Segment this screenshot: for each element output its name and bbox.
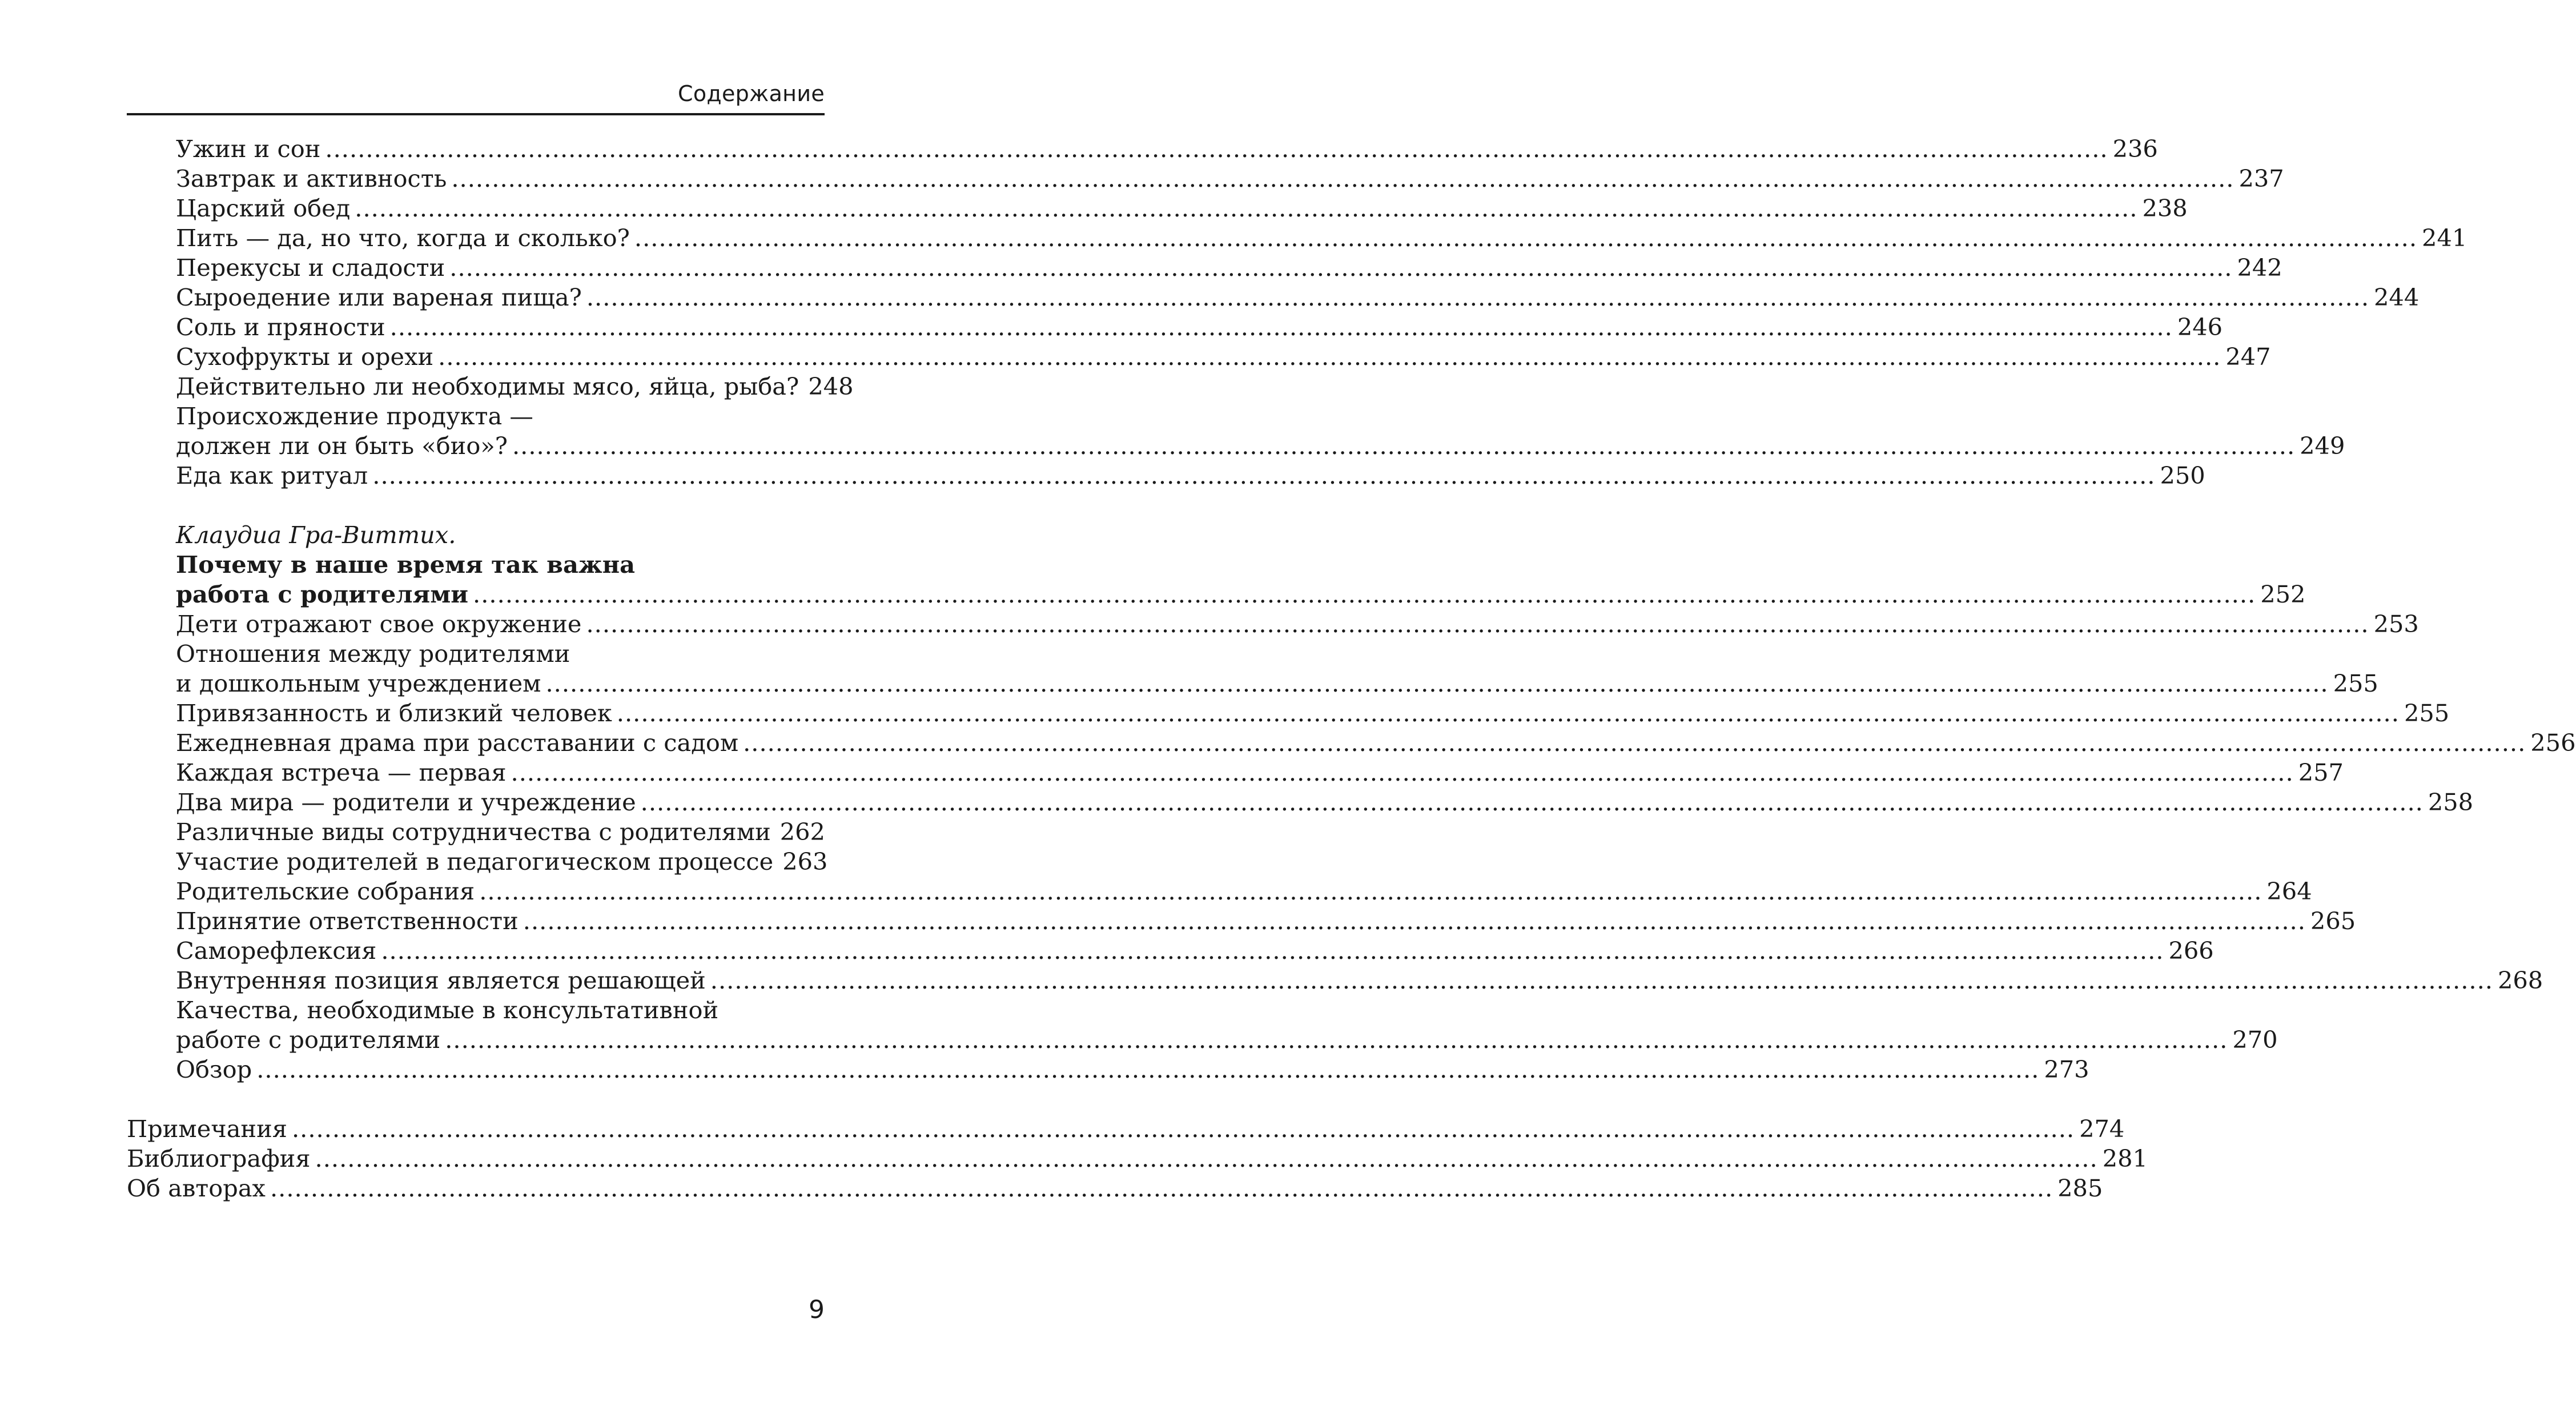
toc-entry-title: Качества, необходимые в консультативной (176, 996, 719, 1024)
toc-entry-title: Внутренняя позиция является решающей (176, 966, 706, 994)
toc-entry-page: 266 (2168, 937, 2214, 965)
toc-entry-page: 281 (2102, 1144, 2148, 1172)
toc-entry-title: Еда как ритуал (176, 461, 368, 489)
toc-entry-title: и дошкольным учреждением (176, 669, 541, 697)
toc-entry-page: 262 (779, 818, 825, 846)
toc-entry-title: Ежедневная драма при расставании с садом (176, 729, 739, 757)
dot-leader: ............................................................................................................................................................................................................................ (256, 1055, 2040, 1083)
toc-entry-page: 241 (2422, 224, 2468, 252)
toc-entry-page: 246 (2177, 313, 2223, 341)
dot-leader: ............................................................................................................................................................................................................................ (451, 164, 2235, 192)
toc-entry-page: 249 (2300, 432, 2345, 460)
toc-entry-page: 255 (2404, 699, 2450, 727)
toc-entry (127, 877, 2312, 906)
toc-entry (127, 936, 2214, 966)
toc-entry (127, 639, 825, 669)
toc-entry (127, 817, 825, 847)
dot-leader: ............................................................................................................................................................................................................................ (586, 283, 2370, 311)
dot-leader: ............................................................................................................................................................................................................................ (710, 966, 2493, 994)
toc-entry-title: Действительно ли необходимы мясо, яйца, рыба? (176, 372, 799, 400)
dot-leader: ............................................................................................................................................................................................................................ (270, 1174, 2053, 1202)
toc-entry-page: 238 (2142, 194, 2188, 222)
dot-leader: ............................................................................................................................................................................................................................ (381, 937, 2164, 965)
table-of-contents (127, 134, 2576, 1203)
toc-entry (127, 609, 2419, 639)
dot-leader: ............................................................................................................................................................................................................................ (511, 758, 2294, 786)
toc-entry-page: 256 (2530, 729, 2576, 757)
toc-author (127, 520, 825, 550)
toc-entry-title: работе с родителями (176, 1026, 441, 1054)
toc-entry (127, 669, 2378, 698)
dot-leader: ............................................................................................................................................................................................................................ (445, 1026, 2228, 1054)
toc-entry (127, 995, 825, 1025)
toc-entry (127, 1174, 2103, 1203)
toc-entry-page: 237 (2239, 164, 2284, 192)
toc-entry (127, 1114, 2125, 1144)
toc-entry (127, 431, 2345, 461)
toc-entry-title: Принятие ответственности (176, 907, 519, 935)
toc-entry (127, 372, 854, 401)
toc-entry-page: 247 (2225, 343, 2271, 371)
toc-entry (127, 194, 2188, 223)
toc-entry-title: Примечания (127, 1115, 287, 1143)
toc-entry-title: Различные виды сотрудничества с родителями (176, 818, 771, 846)
toc-entry-title: Дети отражают свое окружение (176, 610, 582, 638)
dot-leader: ............................................................................................................................................................................................................................ (325, 135, 2108, 163)
dot-leader: ............................................................................................................................................................................................................................ (355, 194, 2138, 222)
toc-entry-page: 250 (2160, 461, 2205, 489)
toc-entry-title: Библиография (127, 1144, 311, 1172)
toc-entry-page: 258 (2428, 788, 2474, 816)
dot-leader: ............................................................................................................................................................................................................................ (438, 343, 2221, 371)
toc-entry (127, 847, 828, 877)
toc-entry-page: 273 (2044, 1055, 2089, 1083)
toc-entry (127, 906, 2356, 936)
toc-entry (127, 253, 2282, 283)
toc-entry-page: 248 (808, 372, 854, 400)
toc-entry (127, 1055, 2089, 1084)
toc-entry-title: Соль и пряности (176, 313, 385, 341)
dot-leader: ............................................................................................................................................................................................................................ (291, 1115, 2075, 1143)
toc-entry-title: Сыроедение или вареная пища? (176, 283, 582, 311)
toc-entry-page: 265 (2310, 907, 2356, 935)
dot-leader: ............................................................................................................................................................................................................................ (473, 580, 2256, 608)
toc-author-name: Клаудиа Гра-Виттих. (176, 521, 456, 549)
toc-entry-title: Ужин и сон (176, 135, 321, 163)
toc-entry-page: 244 (2374, 283, 2420, 311)
dot-leader: ............................................................................................................................................................................................................................ (315, 1144, 2098, 1172)
toc-entry (127, 758, 2344, 788)
dot-leader: ............................................................................................................................................................................................................................ (512, 432, 2296, 460)
toc-entry-title: Пить — да, но что, когда и сколько? (176, 224, 630, 252)
toc-entry (127, 728, 2576, 758)
running-head: Содержание (678, 81, 825, 106)
toc-chapter-title-text: работа с родителями (176, 580, 469, 608)
dot-leader: ............................................................................................................................................................................................................................ (743, 729, 2526, 757)
toc-entry-page: 242 (2237, 254, 2282, 282)
dot-leader: ............................................................................................................................................................................................................................ (479, 877, 2262, 905)
toc-entry (127, 312, 2223, 342)
toc-entry-page: 257 (2298, 758, 2344, 786)
dot-leader: ............................................................................................................................................................................................................................ (389, 313, 2173, 341)
toc-entry (127, 223, 2468, 253)
dot-leader: ............................................................................................................................................................................................................................ (523, 907, 2306, 935)
toc-entry (127, 788, 2474, 817)
dot-leader: ............................................................................................................................................................................................................................ (545, 669, 2329, 697)
toc-entry-page: 270 (2232, 1026, 2278, 1054)
toc-entry-title: Отношения между родителями (176, 640, 570, 668)
toc-entry-page: 252 (2260, 580, 2306, 608)
toc-entry-page: 268 (2497, 966, 2543, 994)
toc-entry-page: 285 (2057, 1174, 2103, 1202)
toc-entry (127, 342, 2271, 372)
toc-entry (127, 283, 2420, 312)
toc-chapter-title-text: Почему в наше время так важна (176, 551, 636, 579)
toc-entry-page: 264 (2266, 877, 2312, 905)
toc-entry-title: должен ли он быть «био»? (176, 432, 508, 460)
toc-entry-page: 263 (782, 847, 828, 875)
toc-entry (127, 164, 2284, 194)
toc-entry-title: Обзор (176, 1055, 252, 1083)
toc-entry-page: 255 (2333, 669, 2378, 697)
toc-chapter-title (127, 580, 2306, 609)
page-number: 9 (809, 1295, 825, 1324)
toc-entry (127, 1144, 2148, 1174)
toc-entry-page: 274 (2079, 1115, 2125, 1143)
toc-entry-title: Царский обед (176, 194, 351, 222)
toc-entry-page: 253 (2373, 610, 2419, 638)
toc-entry-title: Саморефлексия (176, 937, 377, 965)
toc-entry (127, 401, 825, 431)
toc-chapter-title (127, 550, 825, 580)
toc-entry-title: Происхождение продукта — (176, 402, 533, 430)
toc-entry (127, 134, 2158, 164)
dot-leader: ............................................................................................................................................................................................................................ (634, 224, 2418, 252)
toc-entry (127, 966, 2543, 995)
dot-leader: ............................................................................................................................................................................................................................ (372, 461, 2156, 489)
dot-leader: ............................................................................................................................................................................................................................ (586, 610, 2369, 638)
toc-entry-title: Родительские собрания (176, 877, 475, 905)
toc-entry (127, 698, 2450, 728)
toc-entry-title: Об авторах (127, 1174, 266, 1202)
toc-entry (127, 1025, 2278, 1055)
toc-entry-title: Привязанность и близкий человек (176, 699, 612, 727)
dot-leader: ............................................................................................................................................................................................................................ (449, 254, 2233, 282)
toc-entry-page: 236 (2112, 135, 2158, 163)
toc-entry-title: Сухофрукты и орехи (176, 343, 434, 371)
toc-entry-title: Два мира — родители и учреждение (176, 788, 636, 816)
toc-entry-title: Каждая встреча — первая (176, 758, 507, 786)
toc-entry-title: Участие родителей в педагогическом процессе (176, 847, 774, 875)
toc-entry-title: Перекусы и сладости (176, 254, 445, 282)
toc-entry (127, 461, 2205, 491)
header-rule (127, 113, 825, 115)
dot-leader: ............................................................................................................................................................................................................................ (640, 788, 2424, 816)
dot-leader: ............................................................................................................................................................................................................................ (616, 699, 2400, 727)
toc-entry-title: Завтрак и активность (176, 164, 447, 192)
